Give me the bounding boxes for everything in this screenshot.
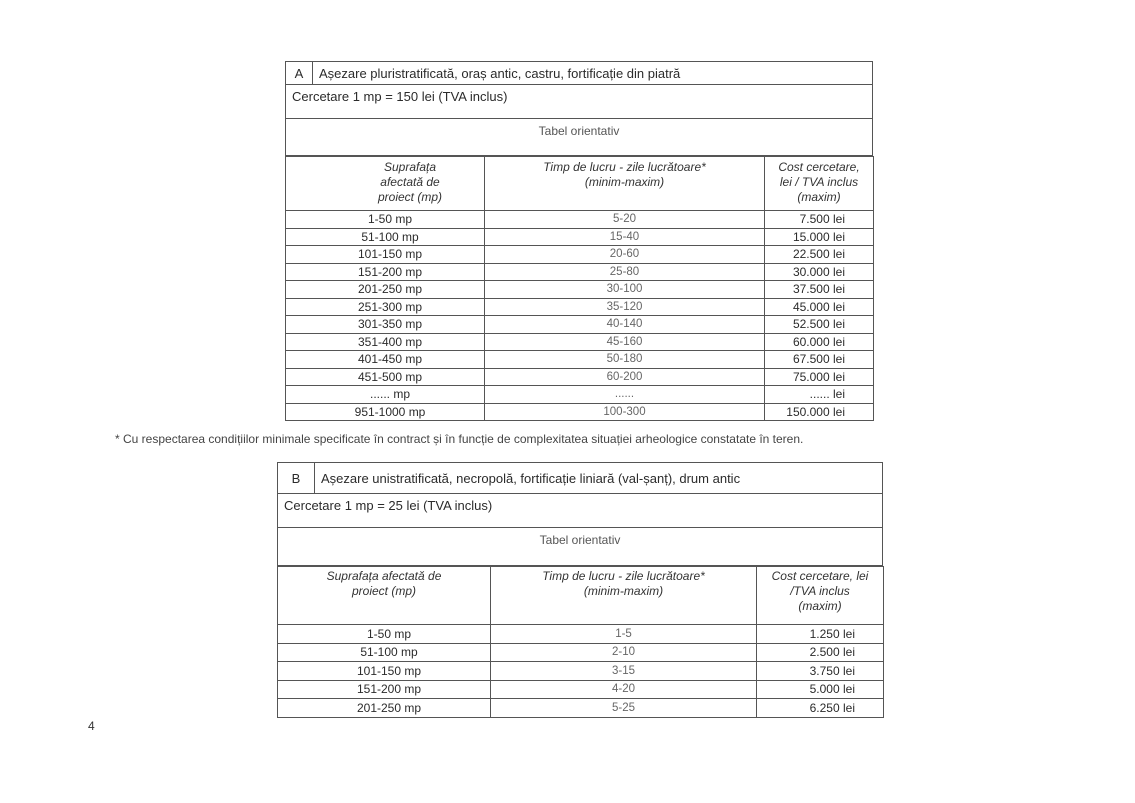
page-number: 4 [88, 719, 95, 733]
section-a [285, 61, 873, 421]
section-a-rate: Cercetare 1 mp = 150 lei (TVA inclus) [286, 85, 872, 119]
section-b-table [277, 566, 884, 718]
area-cell: 351-400 mp [286, 333, 485, 351]
cost-cell: 30.000 lei [765, 263, 874, 281]
area-cell: 451-500 mp [286, 368, 485, 386]
column-header-time: Timp de lucru - zile lucrătoare* (minim-maxim) [485, 157, 765, 211]
cost-cell: 150.000 lei [765, 403, 874, 421]
table-row [286, 281, 874, 299]
table-header-row [286, 157, 874, 211]
time-cell: 30-100 [485, 281, 765, 299]
area-cell: 251-300 mp [286, 298, 485, 316]
area-cell: 201-250 mp [278, 699, 491, 718]
cost-cell: 2.500 lei [757, 643, 884, 662]
column-header-cost: Cost cercetare, lei /TVA inclus (maxim) [757, 567, 884, 625]
area-cell: 101-150 mp [278, 662, 491, 681]
area-cell: 401-450 mp [286, 351, 485, 369]
area-cell: 151-200 mp [278, 680, 491, 699]
cost-cell: 7.500 lei [765, 211, 874, 229]
table-row [286, 316, 874, 334]
section-a-table-body [286, 211, 874, 421]
table-row [278, 625, 884, 644]
time-cell: 60-200 [485, 368, 765, 386]
table-row [286, 211, 874, 229]
cost-cell: 6.250 lei [757, 699, 884, 718]
time-cell: 3-15 [491, 662, 757, 681]
time-cell: 25-80 [485, 263, 765, 281]
table-row [278, 680, 884, 699]
time-cell: 5-25 [491, 699, 757, 718]
table-row [278, 662, 884, 681]
cost-cell: 60.000 lei [765, 333, 874, 351]
table-row [286, 403, 874, 421]
time-cell: 4-20 [491, 680, 757, 699]
time-cell: 5-20 [485, 211, 765, 229]
section-a-caption: Tabel orientativ [286, 119, 872, 156]
section-a-table [285, 156, 874, 421]
cost-cell: 1.250 lei [757, 625, 884, 644]
table-header-row [278, 567, 884, 625]
table-row [286, 351, 874, 369]
table-row [286, 246, 874, 264]
section-b-caption: Tabel orientativ [278, 528, 882, 566]
section-a-frame [285, 61, 873, 156]
cost-cell: ...... lei [765, 386, 874, 404]
table-row [286, 263, 874, 281]
area-cell: 1-50 mp [286, 211, 485, 229]
area-cell: 151-200 mp [286, 263, 485, 281]
cost-cell: 45.000 lei [765, 298, 874, 316]
section-a-letter: A [286, 62, 313, 84]
cost-cell: 15.000 lei [765, 228, 874, 246]
time-cell: 40-140 [485, 316, 765, 334]
area-cell: 101-150 mp [286, 246, 485, 264]
table-row [286, 228, 874, 246]
table-row [286, 333, 874, 351]
column-header-area: Suprafața afectată de proiect (mp) [286, 157, 485, 211]
time-cell: 50-180 [485, 351, 765, 369]
time-cell: 1-5 [491, 625, 757, 644]
section-b-frame [277, 462, 883, 566]
cost-cell: 3.750 lei [757, 662, 884, 681]
cost-cell: 37.500 lei [765, 281, 874, 299]
area-cell: 51-100 mp [286, 228, 485, 246]
time-cell: 15-40 [485, 228, 765, 246]
area-cell: 301-350 mp [286, 316, 485, 334]
time-cell: 100-300 [485, 403, 765, 421]
column-header-time: Timp de lucru - zile lucrătoare* (minim-maxim) [491, 567, 757, 625]
footnote: * Cu respectarea condițiilor minimale specificate în contract și în funcție de complexitatea situației arheologice constatate în teren. [115, 432, 804, 446]
section-a-title: Așezare pluristratificată, oraș antic, castru, fortificație din piatră [319, 65, 681, 81]
table-row [286, 386, 874, 404]
cost-cell: 67.500 lei [765, 351, 874, 369]
area-cell: 1-50 mp [278, 625, 491, 644]
section-b-letter: B [278, 463, 315, 493]
time-cell: 2-10 [491, 643, 757, 662]
section-b-title: Așezare unistratificată, necropolă, fortificație liniară (val-șanț), drum antic [321, 470, 741, 486]
table-row [286, 368, 874, 386]
area-cell: 51-100 mp [278, 643, 491, 662]
section-b-header [278, 463, 882, 494]
time-cell: 45-160 [485, 333, 765, 351]
time-cell: 20-60 [485, 246, 765, 264]
cost-cell: 52.500 lei [765, 316, 874, 334]
column-header-area: Suprafața afectată de proiect (mp) [278, 567, 491, 625]
time-cell: 35-120 [485, 298, 765, 316]
section-b-table-body [278, 625, 884, 718]
area-cell: 951-1000 mp [286, 403, 485, 421]
table-row [278, 643, 884, 662]
cost-cell: 5.000 lei [757, 680, 884, 699]
section-b-rate: Cercetare 1 mp = 25 lei (TVA inclus) [278, 494, 882, 528]
table-row [286, 298, 874, 316]
table-row [278, 699, 884, 718]
cost-cell: 75.000 lei [765, 368, 874, 386]
section-a-header [286, 62, 872, 85]
time-cell: ...... [485, 386, 765, 404]
area-cell: ...... mp [286, 386, 485, 404]
section-b [277, 462, 883, 718]
column-header-cost: Cost cercetare, lei / TVA inclus (maxim) [765, 157, 874, 211]
cost-cell: 22.500 lei [765, 246, 874, 264]
area-cell: 201-250 mp [286, 281, 485, 299]
